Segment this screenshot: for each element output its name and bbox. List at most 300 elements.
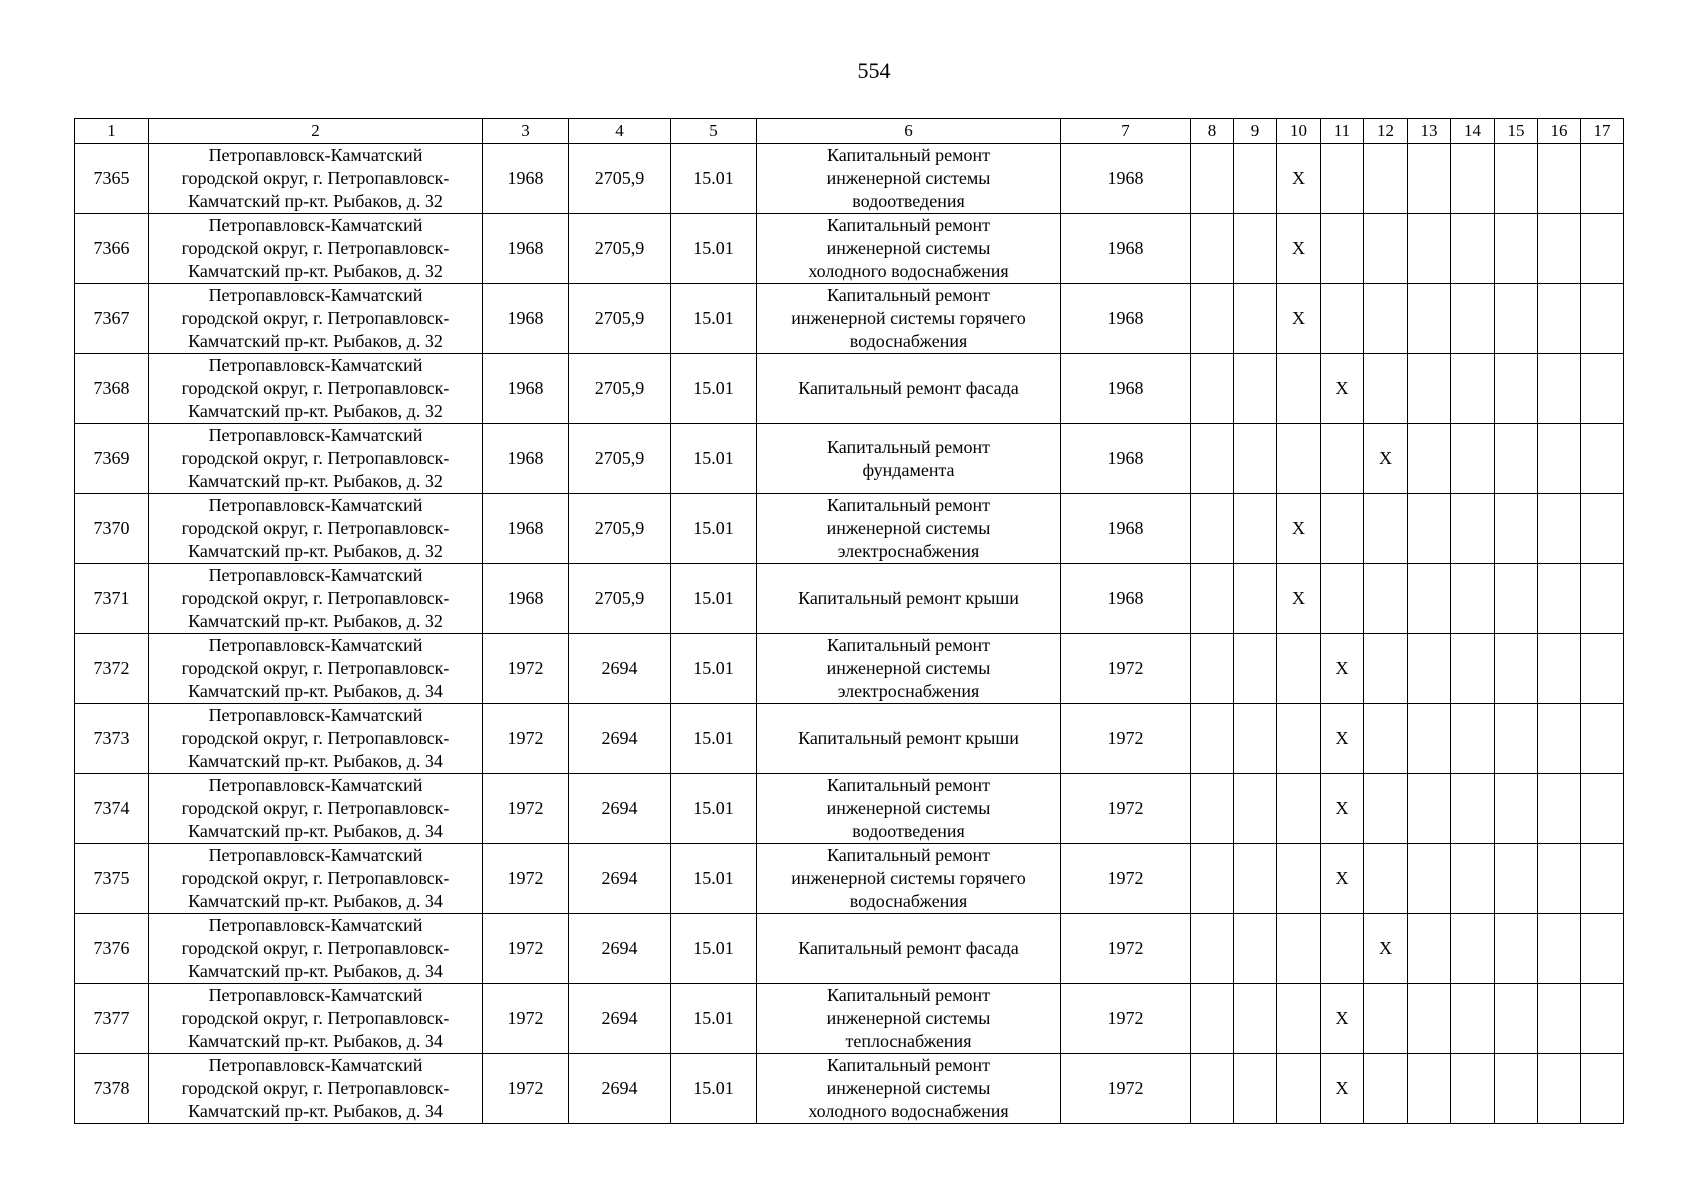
period-cell <box>1451 774 1495 844</box>
period-mark-cell: X <box>1277 144 1321 214</box>
address-cell-line: Камчатский пр-кт. Рыбаков, д. 34 <box>188 1101 443 1121</box>
period-cell <box>1277 984 1321 1054</box>
period-cell <box>1364 1054 1408 1124</box>
work-type-cell-line: Капитальный ремонт <box>827 775 990 795</box>
column-header: 14 <box>1451 119 1495 144</box>
period-cell <box>1277 424 1321 494</box>
area-cell: 2694 <box>569 1054 671 1124</box>
period-cell <box>1451 494 1495 564</box>
period-cell <box>1495 564 1538 634</box>
period-cell <box>1451 1054 1495 1124</box>
work-type-cell <box>757 774 1061 844</box>
address-cell-line: Петропавловск-Камчатский <box>208 355 423 375</box>
area-cell: 2705,9 <box>569 284 671 354</box>
address-cell-line: городской округ, г. Петропавловск- <box>181 168 450 188</box>
code-cell: 15.01 <box>671 704 757 774</box>
work-type-cell-line: инженерной системы горячего <box>791 308 1026 328</box>
build-year-cell: 1972 <box>483 1054 569 1124</box>
work-type-cell-line: Капитальный ремонт крыши <box>798 588 1019 608</box>
address-cell-line: городской округ, г. Петропавловск- <box>181 1078 450 1098</box>
column-header: 8 <box>1191 119 1234 144</box>
period-cell <box>1495 494 1538 564</box>
work-type-cell-line: инженерной системы <box>826 168 991 188</box>
work-type-cell-line: фундамента <box>862 459 955 480</box>
row-number-cell: 7367 <box>75 284 149 354</box>
table-row <box>75 844 1624 914</box>
build-year-cell: 1968 <box>483 354 569 424</box>
code-cell: 15.01 <box>671 144 757 214</box>
table-row <box>75 914 1624 984</box>
address-cell <box>149 914 483 984</box>
area-cell: 2705,9 <box>569 494 671 564</box>
build-year-cell: 1968 <box>483 214 569 284</box>
period-cell <box>1408 774 1451 844</box>
work-type-cell-line: холодного водоснабжения <box>808 1101 1009 1121</box>
work-type-cell-line: Капитальный ремонт <box>827 635 990 655</box>
period-cell <box>1277 844 1321 914</box>
build-year-cell: 1972 <box>483 774 569 844</box>
period-cell <box>1364 634 1408 704</box>
period-cell <box>1451 634 1495 704</box>
area-cell: 2705,9 <box>569 144 671 214</box>
last-repair-year-cell: 1972 <box>1061 984 1191 1054</box>
period-cell <box>1451 144 1495 214</box>
period-cell <box>1538 914 1581 984</box>
address-cell-line: городской округ, г. Петропавловск- <box>181 728 450 748</box>
work-type-cell-line: электроснабжения <box>837 541 980 561</box>
build-year-cell: 1968 <box>483 494 569 564</box>
period-cell <box>1538 1054 1581 1124</box>
period-mark-cell: X <box>1321 354 1364 424</box>
registry-table <box>74 118 1624 1124</box>
period-cell <box>1538 214 1581 284</box>
work-type-cell <box>757 844 1061 914</box>
period-cell <box>1191 774 1234 844</box>
period-cell <box>1451 844 1495 914</box>
work-type-cell-line: Капитальный ремонт <box>827 285 990 305</box>
work-type-cell-line: инженерной системы <box>826 1008 991 1028</box>
work-type-cell <box>757 564 1061 634</box>
period-cell <box>1451 284 1495 354</box>
column-header: 13 <box>1408 119 1451 144</box>
table-row <box>75 284 1624 354</box>
column-header: 11 <box>1321 119 1364 144</box>
row-number-cell: 7374 <box>75 774 149 844</box>
build-year-cell: 1968 <box>483 284 569 354</box>
period-cell <box>1408 424 1451 494</box>
period-cell <box>1581 704 1624 774</box>
column-header: 3 <box>483 119 569 144</box>
address-cell-line: Петропавловск-Камчатский <box>208 565 423 585</box>
work-type-cell <box>757 424 1061 494</box>
code-cell: 15.01 <box>671 984 757 1054</box>
code-cell: 15.01 <box>671 214 757 284</box>
address-cell-line: Петропавловск-Камчатский <box>208 285 423 305</box>
period-cell <box>1451 354 1495 424</box>
period-cell <box>1234 634 1277 704</box>
period-cell <box>1581 214 1624 284</box>
build-year-cell: 1972 <box>483 984 569 1054</box>
work-type-cell-line: теплоснабжения <box>845 1031 972 1051</box>
page-number: 554 <box>857 58 891 83</box>
code-cell: 15.01 <box>671 774 757 844</box>
period-mark-cell: X <box>1321 984 1364 1054</box>
address-cell <box>149 494 483 564</box>
period-cell <box>1234 354 1277 424</box>
period-cell <box>1495 634 1538 704</box>
area-cell: 2694 <box>569 774 671 844</box>
address-cell-line: Камчатский пр-кт. Рыбаков, д. 34 <box>188 961 443 981</box>
area-cell: 2705,9 <box>569 424 671 494</box>
last-repair-year-cell: 1972 <box>1061 634 1191 704</box>
work-type-cell-line: Капитальный ремонт фасада <box>798 378 1019 398</box>
address-cell-line: Камчатский пр-кт. Рыбаков, д. 32 <box>188 471 443 491</box>
last-repair-year-cell: 1972 <box>1061 1054 1191 1124</box>
period-cell <box>1234 424 1277 494</box>
row-number-cell: 7365 <box>75 144 149 214</box>
address-cell-line: городской округ, г. Петропавловск- <box>181 798 450 818</box>
column-header: 17 <box>1581 119 1624 144</box>
period-cell <box>1191 424 1234 494</box>
period-cell <box>1408 214 1451 284</box>
period-cell <box>1277 774 1321 844</box>
period-cell <box>1234 984 1277 1054</box>
period-cell <box>1581 914 1624 984</box>
period-cell <box>1408 144 1451 214</box>
period-cell <box>1495 774 1538 844</box>
work-type-cell <box>757 494 1061 564</box>
period-cell <box>1234 914 1277 984</box>
period-cell <box>1234 704 1277 774</box>
period-cell <box>1408 914 1451 984</box>
header-row <box>75 119 1624 144</box>
period-cell <box>1538 704 1581 774</box>
address-cell-line: Петропавловск-Камчатский <box>208 145 423 165</box>
work-type-cell-line: Капитальный ремонт <box>827 436 990 457</box>
work-type-cell-line: инженерной системы горячего <box>791 868 1026 888</box>
address-cell <box>149 424 483 494</box>
area-cell: 2694 <box>569 914 671 984</box>
column-header: 15 <box>1495 119 1538 144</box>
build-year-cell: 1968 <box>483 144 569 214</box>
period-cell <box>1364 214 1408 284</box>
row-number-cell: 7370 <box>75 494 149 564</box>
address-cell-line: Камчатский пр-кт. Рыбаков, д. 34 <box>188 1031 443 1051</box>
table-row <box>75 704 1624 774</box>
work-type-cell-line: Капитальный ремонт <box>827 495 990 515</box>
work-type-cell <box>757 354 1061 424</box>
work-type-cell-line: инженерной системы <box>826 1078 991 1098</box>
work-type-cell-line: Капитальный ремонт <box>827 985 990 1005</box>
work-type-cell-line: инженерной системы <box>826 658 991 678</box>
period-cell <box>1277 1054 1321 1124</box>
period-cell <box>1408 984 1451 1054</box>
row-number-cell: 7368 <box>75 354 149 424</box>
period-cell <box>1191 354 1234 424</box>
row-number-cell: 7375 <box>75 844 149 914</box>
period-mark-cell: X <box>1321 634 1364 704</box>
work-type-cell <box>757 704 1061 774</box>
period-cell <box>1234 774 1277 844</box>
period-cell <box>1234 1054 1277 1124</box>
code-cell: 15.01 <box>671 914 757 984</box>
period-cell <box>1495 704 1538 774</box>
table-row <box>75 564 1624 634</box>
row-number-cell: 7366 <box>75 214 149 284</box>
row-number-cell: 7376 <box>75 914 149 984</box>
period-cell <box>1191 144 1234 214</box>
period-cell <box>1408 844 1451 914</box>
row-number-cell: 7373 <box>75 704 149 774</box>
address-cell <box>149 984 483 1054</box>
period-cell <box>1451 214 1495 284</box>
period-cell <box>1321 144 1364 214</box>
work-type-cell-line: водоснабжения <box>849 331 968 351</box>
last-repair-year-cell: 1968 <box>1061 494 1191 564</box>
work-type-cell <box>757 634 1061 704</box>
code-cell: 15.01 <box>671 564 757 634</box>
row-number-cell: 7377 <box>75 984 149 1054</box>
period-mark-cell: X <box>1321 774 1364 844</box>
address-cell-line: Камчатский пр-кт. Рыбаков, д. 32 <box>188 611 443 631</box>
period-cell <box>1408 1054 1451 1124</box>
period-cell <box>1191 984 1234 1054</box>
period-cell <box>1538 844 1581 914</box>
period-mark-cell: X <box>1277 284 1321 354</box>
period-cell <box>1277 914 1321 984</box>
work-type-cell-line: водоотведения <box>852 191 965 211</box>
code-cell: 15.01 <box>671 494 757 564</box>
period-mark-cell: X <box>1321 704 1364 774</box>
work-type-cell <box>757 144 1061 214</box>
period-cell <box>1191 1054 1234 1124</box>
address-cell <box>149 354 483 424</box>
address-cell <box>149 564 483 634</box>
period-cell <box>1408 284 1451 354</box>
work-type-cell-line: инженерной системы <box>826 238 991 258</box>
work-type-cell <box>757 214 1061 284</box>
period-cell <box>1191 284 1234 354</box>
row-number-cell: 7372 <box>75 634 149 704</box>
period-cell <box>1538 494 1581 564</box>
address-cell-line: Камчатский пр-кт. Рыбаков, д. 32 <box>188 261 443 281</box>
column-header: 2 <box>149 119 483 144</box>
period-cell <box>1495 214 1538 284</box>
address-cell-line: Петропавловск-Камчатский <box>208 705 423 725</box>
period-cell <box>1408 634 1451 704</box>
period-cell <box>1495 354 1538 424</box>
period-cell <box>1277 634 1321 704</box>
work-type-cell-line: Капитальный ремонт <box>827 845 990 865</box>
address-cell-line: Камчатский пр-кт. Рыбаков, д. 32 <box>188 331 443 351</box>
work-type-cell-line: водоснабжения <box>849 891 968 911</box>
address-cell-line: Петропавловск-Камчатский <box>208 845 423 865</box>
period-cell <box>1364 844 1408 914</box>
table-row <box>75 774 1624 844</box>
period-mark-cell: X <box>1364 914 1408 984</box>
row-number-cell: 7369 <box>75 424 149 494</box>
period-cell <box>1234 144 1277 214</box>
period-cell <box>1408 704 1451 774</box>
column-header: 1 <box>75 119 149 144</box>
address-cell-line: городской округ, г. Петропавловск- <box>181 588 450 608</box>
last-repair-year-cell: 1972 <box>1061 844 1191 914</box>
address-cell <box>149 144 483 214</box>
period-cell <box>1495 284 1538 354</box>
period-cell <box>1495 424 1538 494</box>
address-cell-line: городской округ, г. Петропавловск- <box>181 378 450 398</box>
period-mark-cell: X <box>1321 1054 1364 1124</box>
period-cell <box>1191 494 1234 564</box>
period-cell <box>1234 494 1277 564</box>
work-type-cell <box>757 284 1061 354</box>
work-type-cell-line: водоотведения <box>852 821 965 841</box>
period-cell <box>1277 704 1321 774</box>
period-cell <box>1364 354 1408 424</box>
address-cell-line: городской округ, г. Петропавловск- <box>181 658 450 678</box>
build-year-cell: 1972 <box>483 704 569 774</box>
build-year-cell: 1968 <box>483 564 569 634</box>
address-cell-line: городской округ, г. Петропавловск- <box>181 448 450 468</box>
work-type-cell-line: Капитальный ремонт <box>827 215 990 235</box>
period-cell <box>1538 354 1581 424</box>
address-cell-line: Петропавловск-Камчатский <box>208 985 423 1005</box>
period-cell <box>1364 284 1408 354</box>
address-cell-line: Петропавловск-Камчатский <box>208 425 423 445</box>
period-cell <box>1191 914 1234 984</box>
code-cell: 15.01 <box>671 284 757 354</box>
period-mark-cell: X <box>1364 424 1408 494</box>
period-cell <box>1321 564 1364 634</box>
address-cell-line: Камчатский пр-кт. Рыбаков, д. 32 <box>188 401 443 421</box>
last-repair-year-cell: 1968 <box>1061 354 1191 424</box>
address-cell-line: городской округ, г. Петропавловск- <box>181 1008 450 1028</box>
period-cell <box>1538 984 1581 1054</box>
address-cell <box>149 844 483 914</box>
period-cell <box>1364 984 1408 1054</box>
build-year-cell: 1972 <box>483 914 569 984</box>
table-row <box>75 634 1624 704</box>
period-mark-cell: X <box>1321 844 1364 914</box>
column-header: 9 <box>1234 119 1277 144</box>
period-cell <box>1581 284 1624 354</box>
period-cell <box>1581 424 1624 494</box>
period-cell <box>1538 284 1581 354</box>
period-mark-cell: X <box>1277 494 1321 564</box>
period-cell <box>1234 844 1277 914</box>
period-mark-cell: X <box>1277 564 1321 634</box>
address-cell-line: городской округ, г. Петропавловск- <box>181 308 450 328</box>
period-cell <box>1538 774 1581 844</box>
last-repair-year-cell: 1968 <box>1061 424 1191 494</box>
period-cell <box>1495 844 1538 914</box>
address-cell <box>149 214 483 284</box>
period-cell <box>1191 634 1234 704</box>
address-cell-line: городской округ, г. Петропавловск- <box>181 238 450 258</box>
column-header: 5 <box>671 119 757 144</box>
row-number-cell: 7371 <box>75 564 149 634</box>
work-type-cell <box>757 984 1061 1054</box>
address-cell-line: Камчатский пр-кт. Рыбаков, д. 32 <box>188 191 443 211</box>
period-cell <box>1538 564 1581 634</box>
last-repair-year-cell: 1972 <box>1061 774 1191 844</box>
period-cell <box>1451 564 1495 634</box>
period-mark-cell: X <box>1277 214 1321 284</box>
area-cell: 2705,9 <box>569 354 671 424</box>
column-header: 16 <box>1538 119 1581 144</box>
period-cell <box>1495 984 1538 1054</box>
build-year-cell: 1972 <box>483 844 569 914</box>
row-number-cell: 7378 <box>75 1054 149 1124</box>
period-cell <box>1581 564 1624 634</box>
table-body <box>75 144 1624 1124</box>
address-cell-line: Петропавловск-Камчатский <box>208 635 423 655</box>
last-repair-year-cell: 1968 <box>1061 214 1191 284</box>
table-row <box>75 494 1624 564</box>
period-cell <box>1191 214 1234 284</box>
period-cell <box>1191 564 1234 634</box>
period-cell <box>1581 144 1624 214</box>
period-cell <box>1451 424 1495 494</box>
area-cell: 2694 <box>569 634 671 704</box>
column-header: 10 <box>1277 119 1321 144</box>
period-cell <box>1321 914 1364 984</box>
code-cell: 15.01 <box>671 424 757 494</box>
address-cell <box>149 1054 483 1124</box>
address-cell <box>149 284 483 354</box>
column-header: 4 <box>569 119 671 144</box>
work-type-cell-line: Капитальный ремонт <box>827 145 990 165</box>
work-type-cell-line: электроснабжения <box>837 681 980 701</box>
area-cell: 2705,9 <box>569 214 671 284</box>
period-cell <box>1581 634 1624 704</box>
period-cell <box>1495 914 1538 984</box>
code-cell: 15.01 <box>671 354 757 424</box>
period-cell <box>1581 984 1624 1054</box>
address-cell-line: городской округ, г. Петропавловск- <box>181 938 450 958</box>
table-row <box>75 354 1624 424</box>
work-type-cell-line: холодного водоснабжения <box>808 261 1009 281</box>
period-cell <box>1191 844 1234 914</box>
period-cell <box>1538 424 1581 494</box>
build-year-cell: 1968 <box>483 424 569 494</box>
address-cell-line: Камчатский пр-кт. Рыбаков, д. 34 <box>188 821 443 841</box>
period-cell <box>1364 564 1408 634</box>
code-cell: 15.01 <box>671 634 757 704</box>
address-cell <box>149 704 483 774</box>
work-type-cell-line: инженерной системы <box>826 518 991 538</box>
period-cell <box>1321 214 1364 284</box>
column-header: 12 <box>1364 119 1408 144</box>
address-cell-line: Камчатский пр-кт. Рыбаков, д. 34 <box>188 681 443 701</box>
last-repair-year-cell: 1968 <box>1061 284 1191 354</box>
table-row <box>75 144 1624 214</box>
period-cell <box>1451 704 1495 774</box>
period-cell <box>1581 774 1624 844</box>
period-cell <box>1495 1054 1538 1124</box>
period-cell <box>1277 354 1321 424</box>
work-type-cell <box>757 1054 1061 1124</box>
address-cell <box>149 634 483 704</box>
period-cell <box>1364 774 1408 844</box>
period-cell <box>1408 354 1451 424</box>
last-repair-year-cell: 1968 <box>1061 144 1191 214</box>
table-row <box>75 984 1624 1054</box>
table-row <box>75 424 1624 494</box>
work-type-cell-line: Капитальный ремонт фасада <box>798 938 1019 958</box>
address-cell-line: Камчатский пр-кт. Рыбаков, д. 34 <box>188 751 443 771</box>
area-cell: 2694 <box>569 704 671 774</box>
